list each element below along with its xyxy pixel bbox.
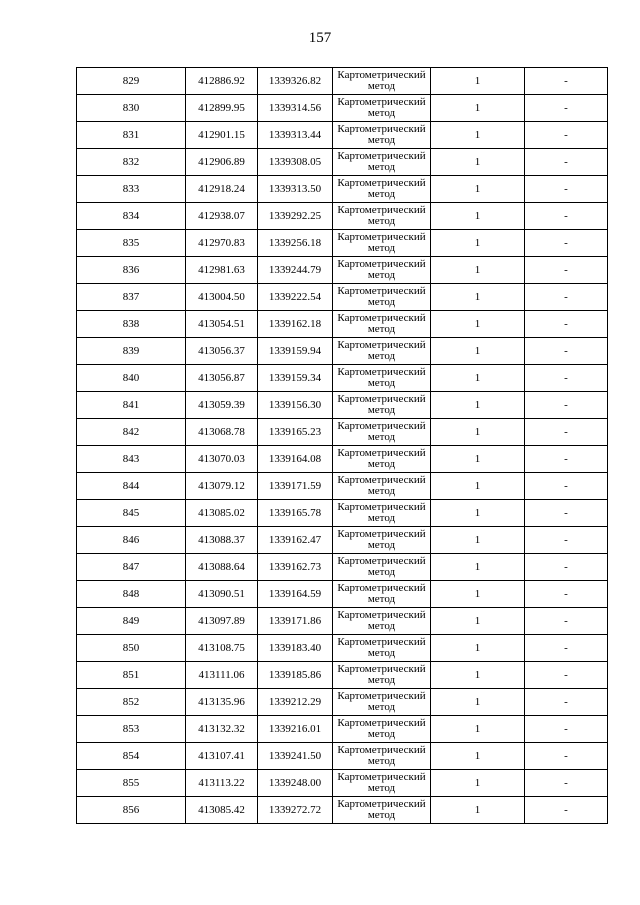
y-coordinate-cell: 1339216.01 <box>258 716 333 743</box>
method-label: Картометрический <box>337 177 426 189</box>
point-number-cell: 846 <box>77 527 186 554</box>
point-number-cell: 854 <box>77 743 186 770</box>
method-cell <box>333 149 431 176</box>
accuracy-cell: 1 <box>431 635 525 662</box>
method-label: Картометрический <box>337 96 426 108</box>
method-cell <box>333 500 431 527</box>
accuracy-cell: 1 <box>431 95 525 122</box>
method-label-continued: метод <box>367 161 396 173</box>
point-number-cell: 850 <box>77 635 186 662</box>
method-cell <box>333 284 431 311</box>
y-coordinate-cell: 1339162.18 <box>258 311 333 338</box>
accuracy-cell: 1 <box>431 446 525 473</box>
point-number-cell: 851 <box>77 662 186 689</box>
method-label: Картометрический <box>337 204 426 216</box>
x-coordinate-cell: 413107.41 <box>186 743 258 770</box>
method-label: Картометрический <box>337 582 426 594</box>
x-coordinate-cell: 413056.37 <box>186 338 258 365</box>
y-coordinate-cell: 1339308.05 <box>258 149 333 176</box>
method-label: Картометрический <box>337 690 426 702</box>
method-label-continued: метод <box>367 215 396 227</box>
method-label-continued: метод <box>367 242 396 254</box>
accuracy-cell: 1 <box>431 716 525 743</box>
method-label: Картометрический <box>337 474 426 486</box>
method-label: Картометрический <box>337 231 426 243</box>
description-cell: - <box>525 338 608 365</box>
method-cell <box>333 527 431 554</box>
description-cell: - <box>525 365 608 392</box>
method-cell <box>333 554 431 581</box>
method-label: Картометрический <box>337 447 426 459</box>
method-cell <box>333 257 431 284</box>
accuracy-cell: 1 <box>431 554 525 581</box>
y-coordinate-cell: 1339156.30 <box>258 392 333 419</box>
table-row <box>77 68 608 95</box>
accuracy-cell: 1 <box>431 338 525 365</box>
method-label-continued: метод <box>367 458 396 470</box>
method-label: Картометрический <box>337 312 426 324</box>
x-coordinate-cell: 412901.15 <box>186 122 258 149</box>
y-coordinate-cell: 1339159.34 <box>258 365 333 392</box>
table-row <box>77 581 608 608</box>
point-number-cell: 831 <box>77 122 186 149</box>
method-label: Картометрический <box>337 609 426 621</box>
table-row <box>77 230 608 257</box>
x-coordinate-cell: 412970.83 <box>186 230 258 257</box>
x-coordinate-cell: 412918.24 <box>186 176 258 203</box>
description-cell: - <box>525 122 608 149</box>
accuracy-cell: 1 <box>431 122 525 149</box>
method-label-continued: метод <box>367 188 396 200</box>
method-cell <box>333 419 431 446</box>
y-coordinate-cell: 1339159.94 <box>258 338 333 365</box>
x-coordinate-cell: 413088.64 <box>186 554 258 581</box>
method-label: Картометрический <box>337 366 426 378</box>
point-number-cell: 833 <box>77 176 186 203</box>
x-coordinate-cell: 413085.02 <box>186 500 258 527</box>
x-coordinate-cell: 413113.22 <box>186 770 258 797</box>
table-row <box>77 689 608 716</box>
table-row <box>77 446 608 473</box>
accuracy-cell: 1 <box>431 230 525 257</box>
method-label: Картометрический <box>337 501 426 513</box>
table-row <box>77 338 608 365</box>
table-row <box>77 203 608 230</box>
table-row <box>77 608 608 635</box>
table-row <box>77 122 608 149</box>
accuracy-cell: 1 <box>431 203 525 230</box>
accuracy-cell: 1 <box>431 689 525 716</box>
method-label: Картометрический <box>337 555 426 567</box>
y-coordinate-cell: 1339165.23 <box>258 419 333 446</box>
method-label-continued: метод <box>367 782 396 794</box>
coordinates-table-body <box>77 68 608 824</box>
method-label: Картометрический <box>337 663 426 675</box>
point-number-cell: 829 <box>77 68 186 95</box>
x-coordinate-cell: 413085.42 <box>186 797 258 824</box>
x-coordinate-cell: 413070.03 <box>186 446 258 473</box>
method-label: Картометрический <box>337 420 426 432</box>
method-cell <box>333 689 431 716</box>
method-cell <box>333 662 431 689</box>
accuracy-cell: 1 <box>431 311 525 338</box>
point-number-cell: 844 <box>77 473 186 500</box>
y-coordinate-cell: 1339164.59 <box>258 581 333 608</box>
method-label: Картометрический <box>337 339 426 351</box>
method-label-continued: метод <box>367 593 396 605</box>
method-label-continued: метод <box>367 485 396 497</box>
accuracy-cell: 1 <box>431 473 525 500</box>
description-cell: - <box>525 473 608 500</box>
x-coordinate-cell: 413090.51 <box>186 581 258 608</box>
method-label-continued: метод <box>367 809 396 821</box>
method-label: Картометрический <box>337 636 426 648</box>
x-coordinate-cell: 412906.89 <box>186 149 258 176</box>
y-coordinate-cell: 1339162.47 <box>258 527 333 554</box>
description-cell: - <box>525 68 608 95</box>
method-label-continued: метод <box>367 674 396 686</box>
accuracy-cell: 1 <box>431 743 525 770</box>
description-cell: - <box>525 284 608 311</box>
table-row <box>77 365 608 392</box>
accuracy-cell: 1 <box>431 770 525 797</box>
table-row <box>77 284 608 311</box>
method-label-continued: метод <box>367 620 396 632</box>
accuracy-cell: 1 <box>431 581 525 608</box>
x-coordinate-cell: 413068.78 <box>186 419 258 446</box>
method-cell <box>333 743 431 770</box>
method-label-continued: метод <box>367 134 396 146</box>
accuracy-cell: 1 <box>431 284 525 311</box>
accuracy-cell: 1 <box>431 797 525 824</box>
y-coordinate-cell: 1339185.86 <box>258 662 333 689</box>
method-cell <box>333 311 431 338</box>
method-label-continued: метод <box>367 107 396 119</box>
y-coordinate-cell: 1339313.44 <box>258 122 333 149</box>
accuracy-cell: 1 <box>431 608 525 635</box>
accuracy-cell: 1 <box>431 176 525 203</box>
point-number-cell: 845 <box>77 500 186 527</box>
y-coordinate-cell: 1339313.50 <box>258 176 333 203</box>
method-cell <box>333 770 431 797</box>
method-label: Картометрический <box>337 744 426 756</box>
accuracy-cell: 1 <box>431 500 525 527</box>
table-row <box>77 527 608 554</box>
y-coordinate-cell: 1339314.56 <box>258 95 333 122</box>
description-cell: - <box>525 446 608 473</box>
description-cell: - <box>525 581 608 608</box>
method-cell <box>333 338 431 365</box>
x-coordinate-cell: 413059.39 <box>186 392 258 419</box>
description-cell: - <box>525 230 608 257</box>
x-coordinate-cell: 412886.92 <box>186 68 258 95</box>
y-coordinate-cell: 1339164.08 <box>258 446 333 473</box>
y-coordinate-cell: 1339248.00 <box>258 770 333 797</box>
accuracy-cell: 1 <box>431 149 525 176</box>
table-row <box>77 797 608 824</box>
table-row <box>77 743 608 770</box>
method-label: Картометрический <box>337 123 426 135</box>
method-cell <box>333 392 431 419</box>
description-cell: - <box>525 419 608 446</box>
x-coordinate-cell: 413111.06 <box>186 662 258 689</box>
table-row <box>77 662 608 689</box>
x-coordinate-cell: 413135.96 <box>186 689 258 716</box>
method-label-continued: метод <box>367 323 396 335</box>
method-cell <box>333 365 431 392</box>
method-label: Картометрический <box>337 798 426 810</box>
page-number: 157 <box>308 30 332 46</box>
y-coordinate-cell: 1339272.72 <box>258 797 333 824</box>
table-row <box>77 257 608 284</box>
point-number-cell: 835 <box>77 230 186 257</box>
y-coordinate-cell: 1339256.18 <box>258 230 333 257</box>
method-cell <box>333 122 431 149</box>
description-cell: - <box>525 392 608 419</box>
description-cell: - <box>525 608 608 635</box>
point-number-cell: 849 <box>77 608 186 635</box>
method-cell <box>333 608 431 635</box>
method-cell <box>333 203 431 230</box>
point-number-cell: 856 <box>77 797 186 824</box>
description-cell: - <box>525 554 608 581</box>
accuracy-cell: 1 <box>431 419 525 446</box>
y-coordinate-cell: 1339241.50 <box>258 743 333 770</box>
x-coordinate-cell: 413108.75 <box>186 635 258 662</box>
point-number-cell: 830 <box>77 95 186 122</box>
x-coordinate-cell: 412981.63 <box>186 257 258 284</box>
x-coordinate-cell: 413054.51 <box>186 311 258 338</box>
method-label: Картометрический <box>337 258 426 270</box>
method-cell <box>333 95 431 122</box>
point-number-cell: 847 <box>77 554 186 581</box>
x-coordinate-cell: 413132.32 <box>186 716 258 743</box>
table-row <box>77 500 608 527</box>
y-coordinate-cell: 1339171.86 <box>258 608 333 635</box>
description-cell: - <box>525 176 608 203</box>
accuracy-cell: 1 <box>431 527 525 554</box>
accuracy-cell: 1 <box>431 662 525 689</box>
point-number-cell: 839 <box>77 338 186 365</box>
table-row <box>77 149 608 176</box>
description-cell: - <box>525 500 608 527</box>
method-cell <box>333 446 431 473</box>
method-cell <box>333 176 431 203</box>
method-label-continued: метод <box>367 728 396 740</box>
method-label-continued: метод <box>367 296 396 308</box>
method-cell <box>333 635 431 662</box>
point-number-cell: 834 <box>77 203 186 230</box>
table-row <box>77 311 608 338</box>
point-number-cell: 848 <box>77 581 186 608</box>
method-label: Картометрический <box>337 771 426 783</box>
description-cell: - <box>525 770 608 797</box>
description-cell: - <box>525 635 608 662</box>
y-coordinate-cell: 1339222.54 <box>258 284 333 311</box>
x-coordinate-cell: 413097.89 <box>186 608 258 635</box>
table-row <box>77 473 608 500</box>
method-label-continued: метод <box>367 512 396 524</box>
method-cell <box>333 230 431 257</box>
point-number-cell: 832 <box>77 149 186 176</box>
method-label-continued: метод <box>367 80 396 92</box>
description-cell: - <box>525 662 608 689</box>
point-number-cell: 842 <box>77 419 186 446</box>
method-cell <box>333 797 431 824</box>
table-row <box>77 770 608 797</box>
method-label-continued: метод <box>367 701 396 713</box>
method-label-continued: метод <box>367 377 396 389</box>
method-cell <box>333 68 431 95</box>
point-number-cell: 836 <box>77 257 186 284</box>
description-cell: - <box>525 689 608 716</box>
method-label-continued: метод <box>367 755 396 767</box>
table-row <box>77 716 608 743</box>
point-number-cell: 853 <box>77 716 186 743</box>
x-coordinate-cell: 412899.95 <box>186 95 258 122</box>
point-number-cell: 843 <box>77 446 186 473</box>
point-number-cell: 852 <box>77 689 186 716</box>
table-row <box>77 419 608 446</box>
description-cell: - <box>525 95 608 122</box>
point-number-cell: 837 <box>77 284 186 311</box>
point-number-cell: 838 <box>77 311 186 338</box>
description-cell: - <box>525 149 608 176</box>
method-label: Картометрический <box>337 150 426 162</box>
method-label-continued: метод <box>367 404 396 416</box>
y-coordinate-cell: 1339183.40 <box>258 635 333 662</box>
coordinates-table <box>76 67 608 824</box>
method-label-continued: метод <box>367 350 396 362</box>
table-row <box>77 392 608 419</box>
x-coordinate-cell: 413004.50 <box>186 284 258 311</box>
method-label: Картометрический <box>337 393 426 405</box>
description-cell: - <box>525 527 608 554</box>
method-cell <box>333 581 431 608</box>
method-cell <box>333 716 431 743</box>
point-number-cell: 855 <box>77 770 186 797</box>
method-label: Картометрический <box>337 285 426 297</box>
y-coordinate-cell: 1339171.59 <box>258 473 333 500</box>
x-coordinate-cell: 413079.12 <box>186 473 258 500</box>
description-cell: - <box>525 311 608 338</box>
method-label-continued: метод <box>367 647 396 659</box>
accuracy-cell: 1 <box>431 392 525 419</box>
table-row <box>77 95 608 122</box>
description-cell: - <box>525 203 608 230</box>
accuracy-cell: 1 <box>431 365 525 392</box>
x-coordinate-cell: 413088.37 <box>186 527 258 554</box>
table-row <box>77 554 608 581</box>
description-cell: - <box>525 743 608 770</box>
method-label: Картометрический <box>337 69 426 81</box>
method-label: Картометрический <box>337 528 426 540</box>
x-coordinate-cell: 412938.07 <box>186 203 258 230</box>
description-cell: - <box>525 716 608 743</box>
y-coordinate-cell: 1339165.78 <box>258 500 333 527</box>
y-coordinate-cell: 1339162.73 <box>258 554 333 581</box>
table-row <box>77 176 608 203</box>
method-label-continued: метод <box>367 269 396 281</box>
method-label: Картометрический <box>337 717 426 729</box>
accuracy-cell: 1 <box>431 257 525 284</box>
point-number-cell: 841 <box>77 392 186 419</box>
y-coordinate-cell: 1339244.79 <box>258 257 333 284</box>
accuracy-cell: 1 <box>431 68 525 95</box>
method-label-continued: метод <box>367 566 396 578</box>
x-coordinate-cell: 413056.87 <box>186 365 258 392</box>
method-cell <box>333 473 431 500</box>
table-row <box>77 635 608 662</box>
point-number-cell: 840 <box>77 365 186 392</box>
description-cell: - <box>525 257 608 284</box>
method-label-continued: метод <box>367 539 396 551</box>
y-coordinate-cell: 1339292.25 <box>258 203 333 230</box>
y-coordinate-cell: 1339212.29 <box>258 689 333 716</box>
method-label-continued: метод <box>367 431 396 443</box>
y-coordinate-cell: 1339326.82 <box>258 68 333 95</box>
description-cell: - <box>525 797 608 824</box>
